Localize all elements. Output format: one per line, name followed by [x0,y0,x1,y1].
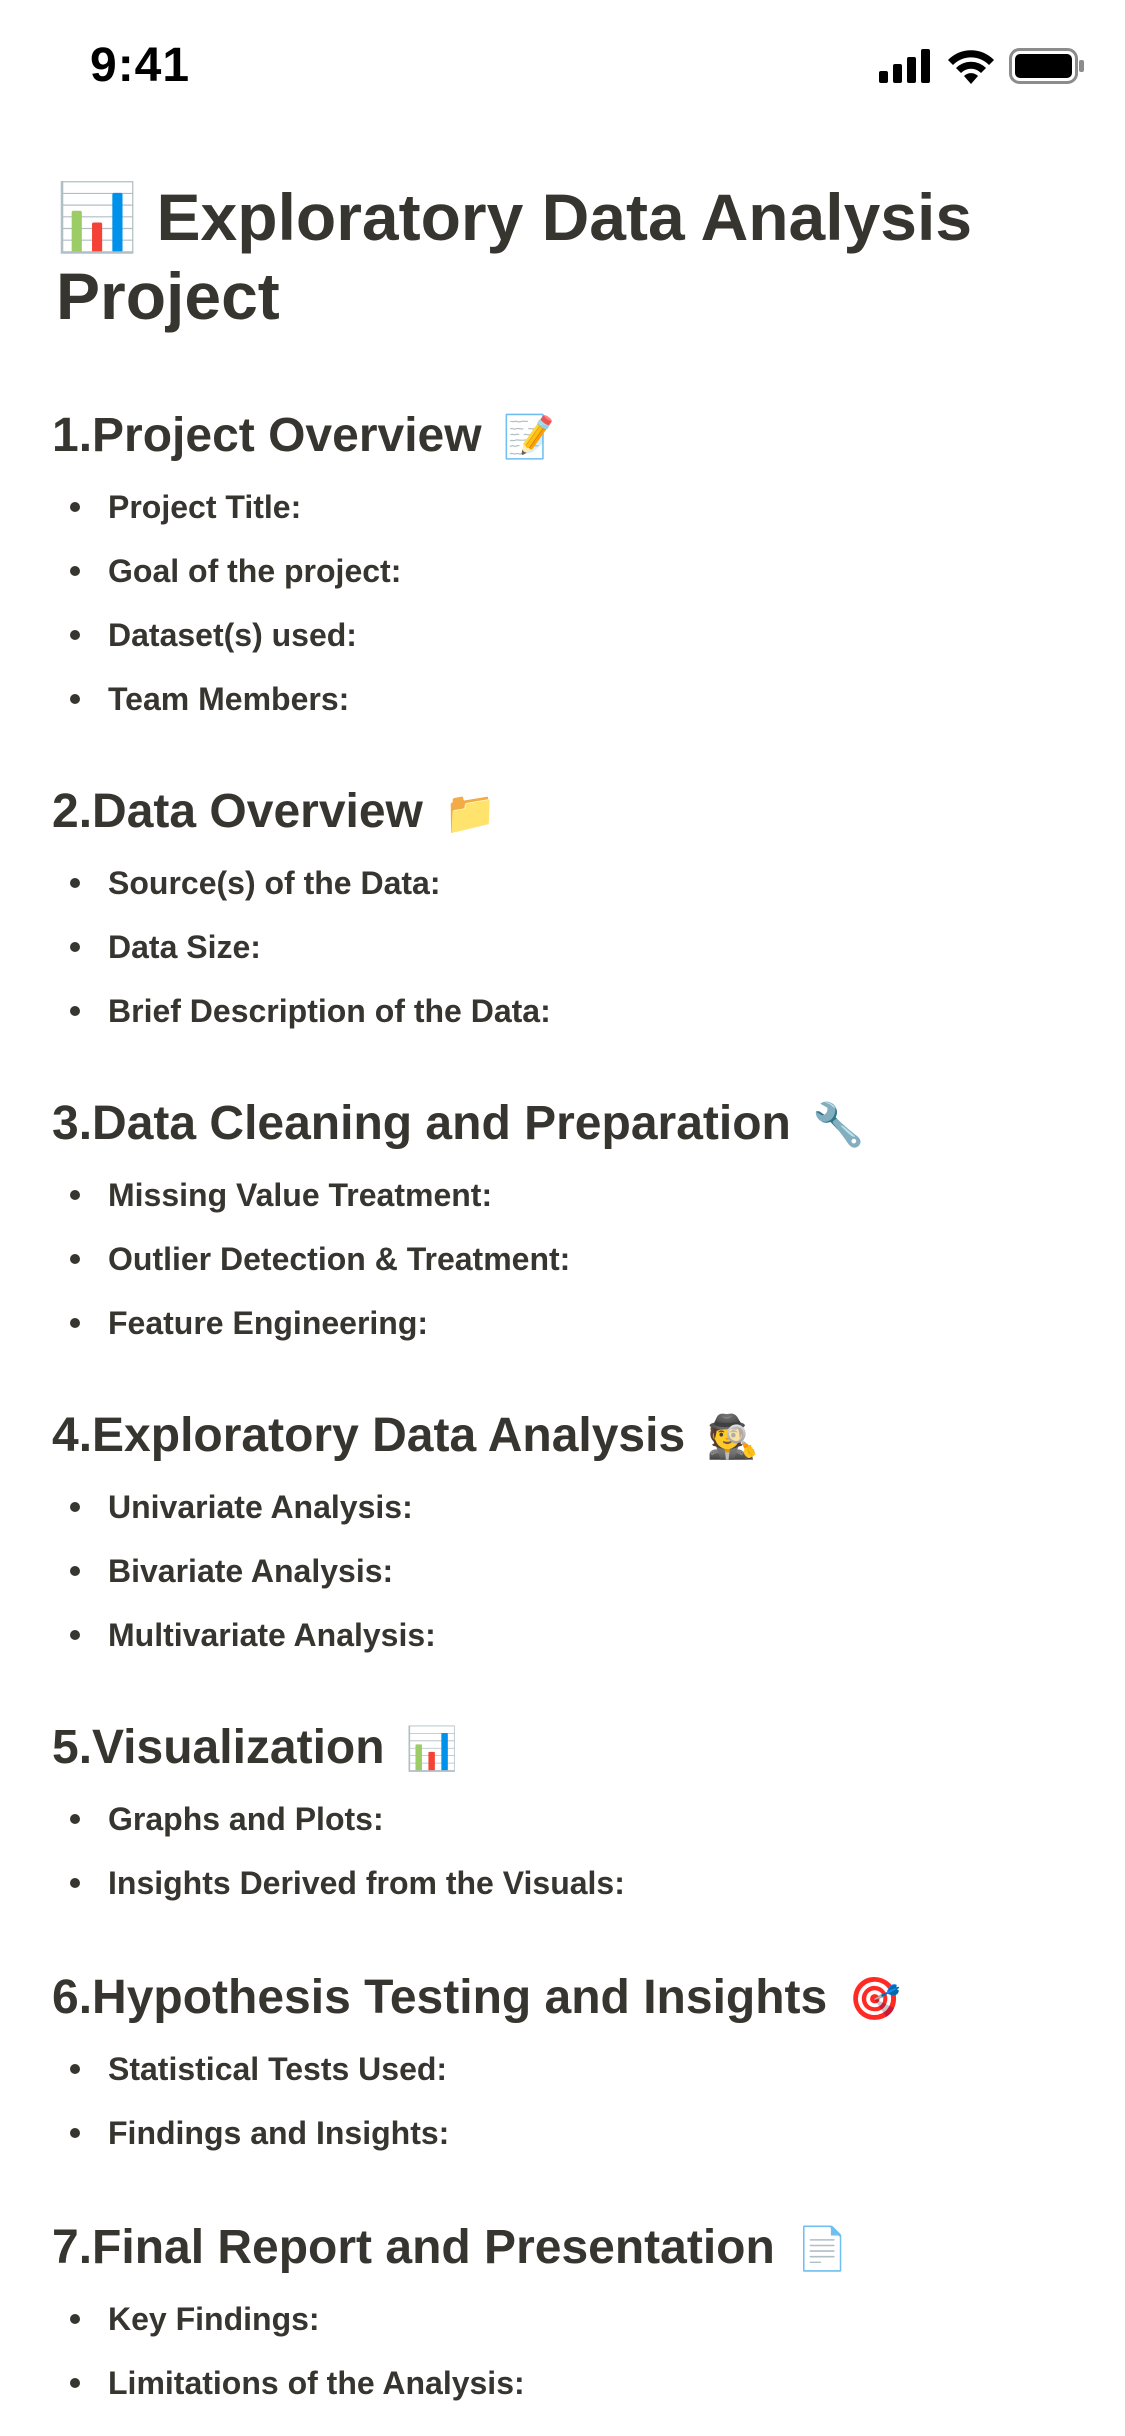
bullet-list [52,1163,1092,1355]
bullet-dot [70,1006,80,1016]
wrench-icon: 🔧 [812,1100,865,1149]
status-time: 9:41 [90,39,191,92]
memo-icon: 📝 [502,412,556,461]
list-item[interactable]: Limitations of the Analysis: [52,2351,1092,2415]
section-project-overview [52,406,1092,731]
list-item[interactable]: Bivariate Analysis: [52,1539,1092,1603]
bullet-dot [70,2314,80,2324]
section-heading [52,1406,1092,1467]
status-icons [879,48,1085,84]
bullet-dot [70,1630,80,1640]
section-visualization [52,1718,1092,1915]
bullet-list [52,1475,1092,1667]
section-title: Hypothesis Testing and Insights [92,1971,828,2024]
detective-icon: 🕵️ [706,1412,759,1461]
section-data-cleaning [52,1094,1092,1355]
document-icon: 📄 [796,2224,849,2273]
section-title: Data Overview [92,785,423,838]
list-item[interactable]: Findings and Insights: [52,2101,1092,2165]
list-item[interactable]: Univariate Analysis: [52,1475,1092,1539]
list-item[interactable]: Graphs and Plots: [52,1787,1092,1851]
bullet-dot [70,1318,80,1328]
bullet-dot [70,2128,80,2138]
bullet-list [52,475,1092,731]
section-heading [52,2218,1092,2279]
bullet-dot [70,566,80,576]
list-item[interactable]: Data Size: [52,915,1092,979]
bullet-list [52,1787,1092,1915]
section-data-overview [52,782,1092,1043]
list-item[interactable]: Brief Description of the Data: [52,979,1092,1043]
section-title: Final Report and Presentation [92,2221,775,2274]
section-number: 7. [52,2221,93,2274]
status-bar [0,0,1125,140]
bar-chart-icon: 📊 [56,179,139,256]
bullet-dot [70,878,80,888]
section-number: 4. [52,1409,93,1462]
list-item[interactable]: Insights Derived from the Visuals: [52,1851,1092,1915]
list-item[interactable]: Team Members: [52,667,1092,731]
list-item[interactable]: Missing Value Treatment: [52,1163,1092,1227]
section-heading [52,1094,1092,1155]
target-icon: 🎯 [848,1974,901,2023]
bullet-dot [70,2378,80,2388]
bullet-list [52,2287,1092,2415]
list-item[interactable]: Multivariate Analysis: [52,1603,1092,1667]
section-title: Visualization [92,1721,385,1774]
section-final-report [52,2218,1092,2415]
section-heading [52,782,1092,843]
list-item[interactable]: Source(s) of the Data: [52,851,1092,915]
section-heading [52,406,1092,467]
section-title: Exploratory Data Analysis [92,1409,686,1462]
section-hypothesis-testing [52,1968,1092,2165]
section-heading [52,1968,1092,2029]
section-title: Project Overview [92,409,482,462]
page-title [56,178,1076,335]
section-number: 1. [52,409,93,462]
bar-chart-icon: 📊 [405,1724,459,1773]
bullet-dot [70,630,80,640]
list-item[interactable]: Dataset(s) used: [52,603,1092,667]
wifi-icon [947,48,995,84]
bullet-dot [70,1502,80,1512]
section-eda [52,1406,1092,1667]
bullet-list [52,851,1092,1043]
bullet-dot [70,1814,80,1824]
bullet-dot [70,694,80,704]
bullet-dot [70,1254,80,1264]
list-item[interactable]: Feature Engineering: [52,1291,1092,1355]
list-item[interactable]: Goal of the project: [52,539,1092,603]
list-item[interactable]: Key Findings: [52,2287,1092,2351]
section-title: Data Cleaning and Preparation [92,1097,791,1150]
cellular-signal-icon [879,49,933,83]
section-number: 6. [52,1971,93,2024]
battery-icon [1009,48,1085,84]
list-item[interactable]: Project Title: [52,475,1092,539]
bullet-dot [70,502,80,512]
bullet-dot [70,1190,80,1200]
bullet-dot [70,1566,80,1576]
bullet-dot [70,942,80,952]
folder-icon: 📁 [444,788,497,837]
section-heading [52,1718,1092,1779]
section-number: 3. [52,1097,93,1150]
list-item[interactable]: Outlier Detection & Treatment: [52,1227,1092,1291]
bullet-list [52,2037,1092,2165]
list-item[interactable]: Statistical Tests Used: [52,2037,1092,2101]
page-title-text: Exploratory Data Analysis Project [56,180,973,333]
section-number: 2. [52,785,93,838]
bullet-dot [70,1878,80,1888]
section-number: 5. [52,1721,93,1774]
bullet-dot [70,2064,80,2074]
